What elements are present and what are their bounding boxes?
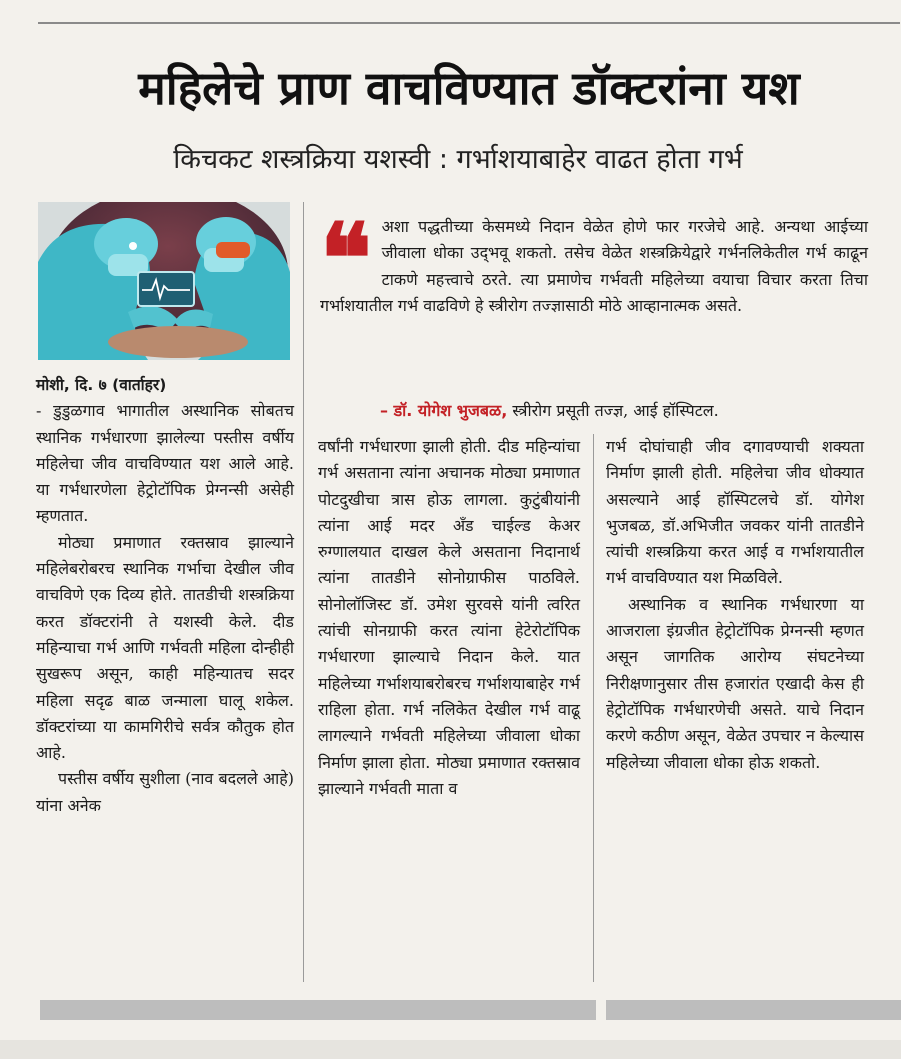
paragraph: मोठ्या प्रमाणात रक्तस्राव झाल्याने महिलेबरोबरच स्थानिक गर्भाचा देखील जीव वाचविणे एक दिव्य होते. तातडीची शस्त्रक्रिया करत डॉक्टरांनी ते यशस्वी केले. दीड महिन्याचा गर्भ आणि गर्भवती महिला दोन्हीही सुखरूप असून, काही महिन्यातच सदर महिला सदृढ बाळ जन्माला घालू शकेल. डॉक्टरांच्या या कामगिरीचे सर्वत्र कौतुक होत आहे. xyxy=(36,532,294,763)
top-rule xyxy=(38,22,900,24)
paragraph: अस्थानिक व स्थानिक गर्भधारणा या आजराला इंग्रजीत हेट्रोटॉपिक प्रेग्नन्सी म्हणत असून जागतिक आरोग्य संघटनेच्या निरीक्षणानुसार तीस हजारांत एखादी केस ही हेट्रोटॉपिक गर्भधारणेची असते. याचे निदान करणे कठीण असून, वेळेत उपचार न केल्यास महिलेच्या जीवाला धोका होऊ शकतो. xyxy=(606,594,864,772)
bottom-strip xyxy=(0,1040,901,1059)
headline: महिलेचे प्राण वाचविण्यात डॉक्टरांना यश xyxy=(138,61,800,115)
paragraph: वर्षांनी गर्भधारणा झाली होती. दीड महिन्यांचा गर्भ असताना त्यांना अचानक मोठ्या प्रमाणात पोटदुखीचा त्रास होऊ लागला. कुटुंबीयांनी त्यांना आई मदर अँड चाईल्ड केअर रुग्णालयात दाखल केले असताना निदानार्थ त्यांना तातडीने सोनोग्राफीस पाठविले. सोनोलॉजिस्ट डॉ. उमेश सुरवसे यांनी त्वरित त्यांची सोनग्राफी करत त्यांना हेटेरोटॉपिक गर्भधारणा झाल्याचे निदान केले. यात महिलेच्या गर्भाशयाबरोबरच गर्भाशयाबाहेर गर्भ राहिला होता. गर्भ नलिकेत देखील गर्भ वाढू लागल्याने गर्भवती महिलेच्या जीवाला धोका निर्माण झाला होता. मोठ्या प्रमाणात रक्तस्राव झाल्याने गर्भवती माता व xyxy=(318,437,580,798)
paragraph: - डुडुळगाव भागातील अस्थानिक सोबतच स्थानिक गर्भधारणा झालेल्या पस्तीस वर्षीय महिलेचा जीव वाचविण्यात यश आले आहे. या गर्भधारणेला हेट्रोटॉपिक प्रेग्नन्सी असेही म्हणतात. xyxy=(36,401,294,526)
paragraph: गर्भ दोघांचाही जीव दगावण्याची शक्यता निर्माण झाली होती. महिलेचा जीव धोक्यात असल्याने आई हॉस्पिटलचे डॉ. योगेश भुजबळ, डॉ.अभिजीत जवकर यांनी तातडीने त्यांची शस्त्रक्रिया करत आई व गर्भाशयातील गर्भ वाचविण्यात यश मिळविले. xyxy=(606,437,864,588)
article-column-1 xyxy=(36,372,294,819)
quote-author: – डॉ. योगेश भुजबळ, xyxy=(380,401,508,420)
pull-quote xyxy=(320,202,868,320)
footer-bar xyxy=(606,1000,901,1020)
quote-mark-icon: ❝ xyxy=(320,202,372,315)
dateline: मोशी, दि. ७ (वार्ताहर) xyxy=(36,376,167,394)
subheadline: किचकट शस्त्रक्रिया यशस्वी : गर्भाशयाबाहेर वाढत होता गर्भ xyxy=(173,144,743,175)
column-divider xyxy=(303,202,304,982)
quote-text: अशा पद्धतीच्या केसमध्ये निदान वेळेत होणे फार गरजेचे आहे. अन्यथा आईच्या जीवाला धोका उद्‌भवू शकतो. तसेच वेळेत शस्त्रक्रियेद्वारे गर्भनलिकेतील गर्भ काढून टाकणे महत्त्वाचे ठरते. त्या प्रमाणेच गर्भवती महिलेच्या वयाचा विचार करता तिचा गर्भाशयातील गर्भ वाढविणे हे स्त्रीरोग तज्ज्ञासाठी मोठे आव्हानात्मक असते. xyxy=(320,217,868,316)
quote-byline xyxy=(380,398,870,424)
surgeons-operating-icon xyxy=(38,202,290,360)
article-column-2 xyxy=(318,434,580,802)
surgeons-illustration xyxy=(38,202,290,360)
footer-bar xyxy=(40,1000,596,1020)
paragraph: पस्तीस वर्षीय सुशीला (नाव बदलले आहे) यांना अनेक xyxy=(36,769,294,815)
quote-author-title: स्त्रीरोग प्रसूती तज्ज्ञ, आई हॉस्पिटल. xyxy=(512,401,719,420)
column-divider xyxy=(593,434,594,982)
article-column-3 xyxy=(606,434,864,776)
